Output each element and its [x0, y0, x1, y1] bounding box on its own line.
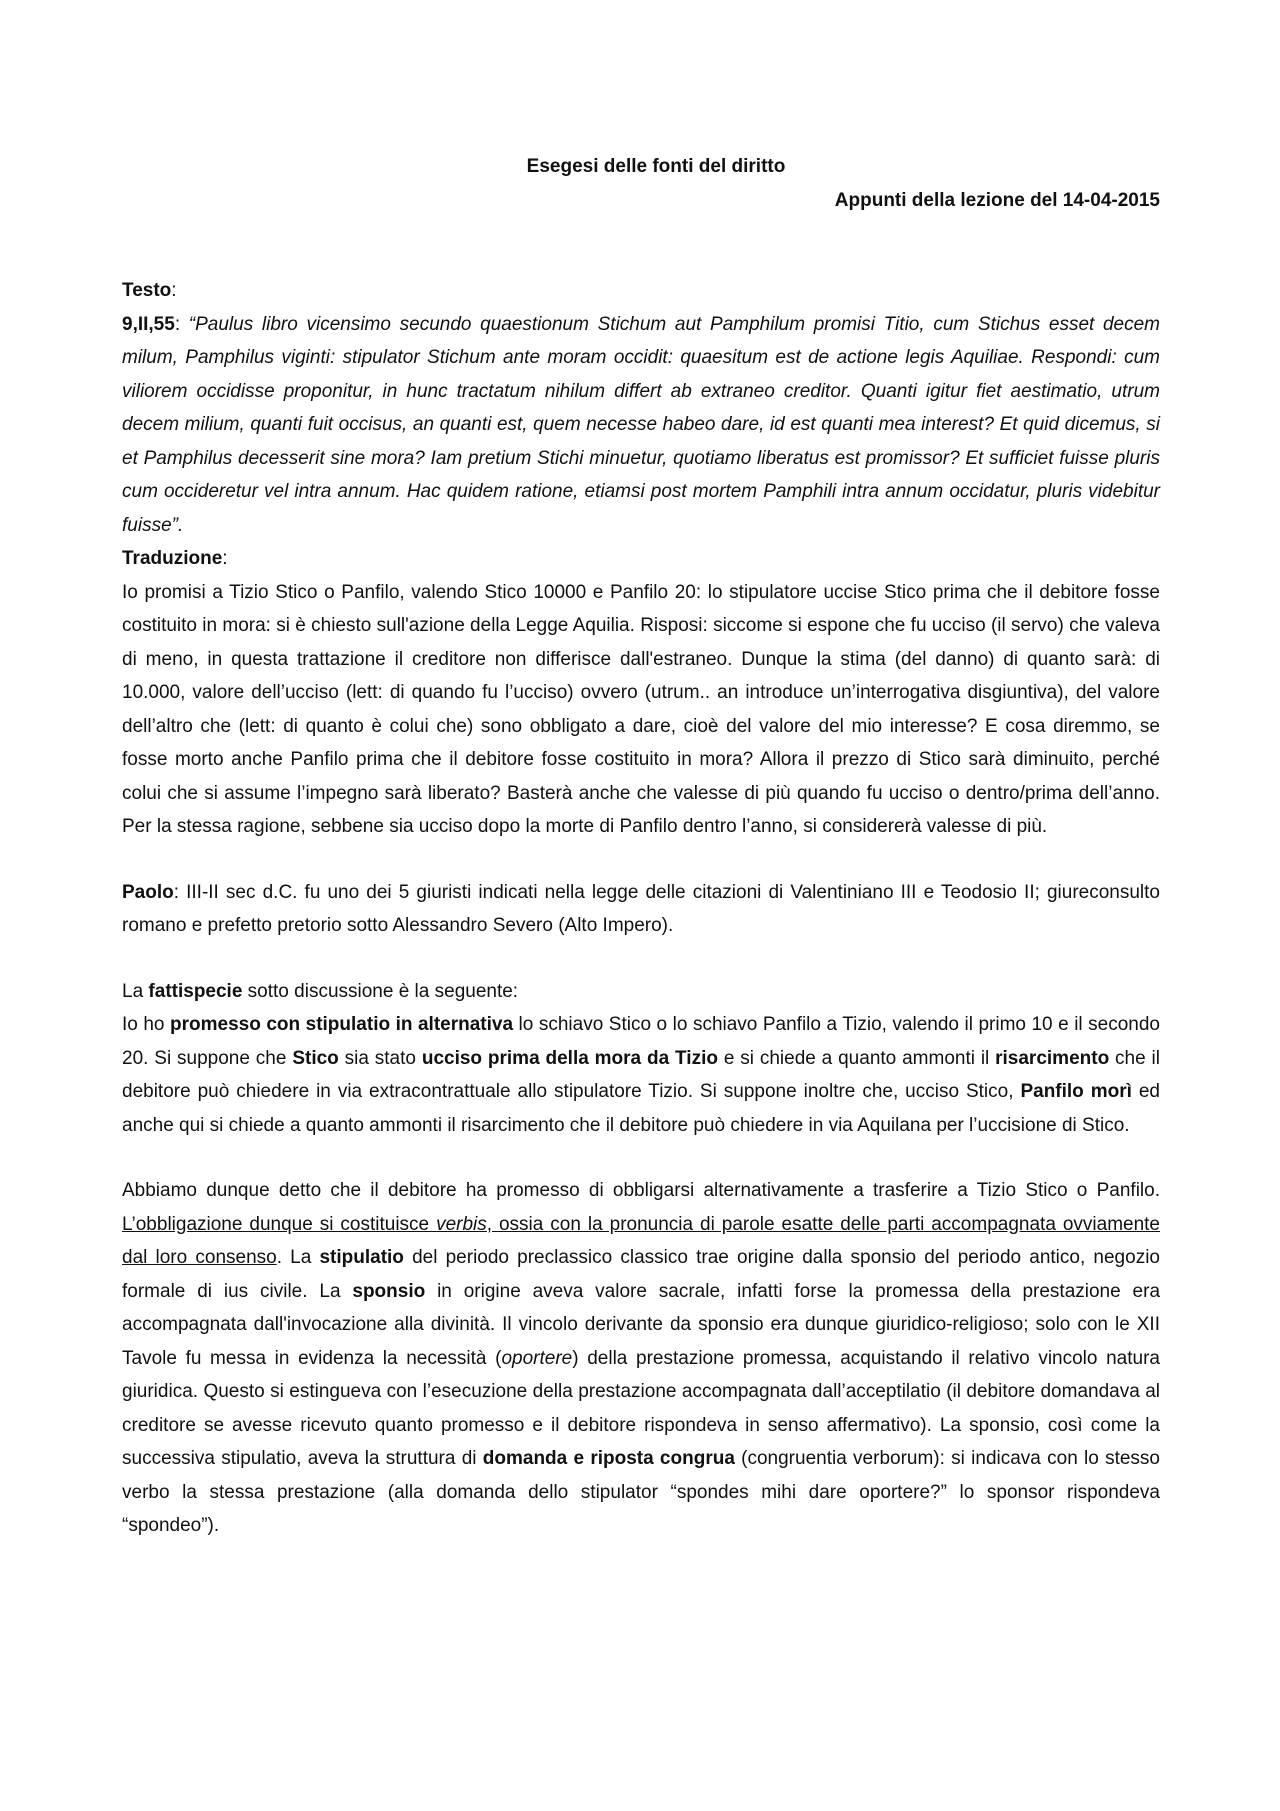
bold-run: ucciso prima della mora da Tizio	[421, 1047, 718, 1069]
bold-run: risarcimento	[995, 1047, 1110, 1069]
bold-run: promesso con stipulatio in alternativa	[170, 1014, 514, 1035]
text-run: . La	[276, 1247, 320, 1268]
testo-quote: 9,II,55: “Paulus libro vicensimo secundo quaestionum Stichum aut Pamphilum promisi Titio, cum Stichus esset decem milum, Pamphilus viginti: stipulator Stichum ante moram occidit: quaesitum est de actione legis Aquiliae. Respondi: cum viliorem occidisse proponitur, in hunc tractatum nihilum differt ab extraneo creditor. Quanti igitur fiet aestimatio, utrum decem milium, quanti fuit occisus, an quanti est, quem necesse habeo dare, id est quanti mea interest? Et quid dicemus, si et Pamphilus decesserit sine mora? Iam pretium Stichi minuetur, quotiamo liberatus est promissor? Et sufficiet fuisse pluris cum occideretur vel intra annum. Hac quidem ratione, etiamsi post mortem Pamphili intra annum occidatur, pluris videbitur fuisse”.	[122, 313, 1161, 536]
text-run: sotto discussione è la seguente:	[242, 980, 519, 1002]
text-run: L’obbligazione dunque si costituisce	[122, 1213, 437, 1235]
obbligazione-paragraph	[122, 1174, 1160, 1543]
text-run: La	[122, 980, 149, 1002]
fattispecie-paragraph	[122, 1008, 1160, 1142]
bold-run: sponsio	[352, 1280, 426, 1302]
text-run: che il debitore può chiedere in via extracontrattuale allo stipulatore Tizio. Si suppone inoltre che, ucciso Stico,	[122, 1047, 1160, 1102]
text-run: sia stato	[338, 1047, 422, 1069]
paolo-label: Paolo	[122, 881, 174, 903]
traduzione-heading: Traduzione:	[122, 548, 228, 569]
bold-run: Stico	[292, 1047, 339, 1069]
italic-run: verbis	[436, 1213, 487, 1235]
text-run: , ossia con la pronuncia di parole esatte delle parti accompagnata ovviamente dal loro consenso	[122, 1213, 1160, 1268]
text-run: in origine aveva valore sacrale, infatti forse la promessa della prestazione era accompagnata dall'invocazione alla divinità. Il vincolo derivante da sponsio era dunque giuridico-religioso; solo con le XII Tavole fu messa in evidenza la necessità (	[122, 1280, 1161, 1369]
text-run: ) della prestazione promessa, acquistando il relativo vincolo natura giuridica. Questo si estingueva con l’esecuzione della prestazione accompagnata dall’acceptilatio (il debitore domandava al creditore se avesse ricevuto quanto promesso e il debitore rispondeva in senso affermativo). La sponsio, così come la successiva stipulatio, aveva la struttura di	[122, 1347, 1160, 1469]
paolo-text: : III-II sec d.C. fu uno dei 5 giuristi indicati nella legge delle citazioni di Valentiniano III e Teodosio II; giureconsulto romano e prefetto pretorio sotto Alessandro Severo (Alto Impero).	[122, 881, 1160, 936]
text-run: Abbiamo dunque detto che il debitore ha promesso di obbligarsi alternativamente a trasferire a Tizio Stico o Panfilo.	[122, 1180, 1160, 1201]
paolo-paragraph	[122, 876, 1160, 943]
text-run: lo schiavo Stico o lo schiavo Panfilo a Tizio, valendo il primo 10 e il secondo 20. Si suppone che	[122, 1014, 1160, 1069]
traduzione-label: Traduzione	[122, 548, 223, 569]
italic-run: oportere	[501, 1347, 573, 1369]
document-subtitle: Appunti della lezione del 14-04-2015	[834, 190, 1160, 211]
traduzione-text: Io promisi a Tizio Stico o Panfilo, valendo Stico 10000 e Panfilo 20: lo stipulatore uccise Stico prima che il debitore fosse costituito in mora: si è chiesto sull'azione della Legge Aquilia. Risposi: siccome si espone che fu ucciso (il servo) che valeva di meno, in questa trattazione il creditore non differisce dall'estraneo. Dunque la stima (del danno) di quanto sarà: di 10.000, valore dell’ucciso (lett: di quando fu l’ucciso) ovvero (utrum.. an introduce un’interrogativa disgiuntiva), del valore dell’altro che (lett: di quanto è colui che) sono obbligato a dare, cioè del valore del mio interesse? E cosa diremmo, se fosse morto anche Panfilo prima che il debitore fosse costituito in mora? Allora il prezzo di Stico sarà diminuito, perché colui che si assume l’impegno sarà liberato? Basterà anche che valesse di più quando fu ucciso o dentro/prima dell’anno. Per la stessa ragione, sebbene sia ucciso dopo la morte di Panfilo dentro l’anno, si considererà valesse di più.	[122, 581, 1160, 837]
testo-heading: Testo:	[122, 280, 177, 301]
bold-run: domanda e riposta congrua	[482, 1448, 735, 1469]
testo-ref: 9,II,55	[122, 313, 175, 335]
bold-run: Panfilo morì	[1020, 1081, 1132, 1102]
fattispecie-term: fattispecie	[148, 980, 243, 1002]
document-title: Esegesi delle fonti del diritto	[526, 156, 786, 177]
text-run: del periodo preclassico classico trae origine dalla sponsio del periodo antico, negozio formale di ius civile. La	[122, 1247, 1160, 1302]
text-run: e si chiede a quanto ammonti il	[717, 1047, 996, 1069]
text-run: ed anche qui si chiede a quanto ammonti il risarcimento che il debitore può chiedere in via Aquilana per l’uccisione di Stico.	[122, 1081, 1161, 1136]
fattispecie-intro	[122, 975, 1160, 1009]
text-run: (congruentia verborum): si indicava con lo stesso verbo la stessa prestazione (alla domanda dello stipulator “spondes mihi dare oportere?” lo sponsor rispondeva “spondeo”).	[122, 1448, 1160, 1536]
testo-label: Testo	[122, 280, 172, 301]
text-run: Io ho	[122, 1014, 171, 1035]
bold-run: stipulatio	[319, 1247, 404, 1268]
latin-quote: “Paulus libro vicensimo secundo quaestionum Stichum aut Pamphilum promisi Titio, cum Stichus esset decem milum, Pamphilus viginti: stipulator Stichum ante moram occidit: quaesitum est de actione legis Aquiliae. Respondi: cum viliorem occidisse proponitur, in hunc tractatum nihilum differt ab extraneo creditor. Quanti igitur fiet aestimatio, utrum decem milium, quanti fuit occisus, an quanti est, quem necesse habeo dare, id est quanti mea interest? Et quid dicemus, si et Pamphilus decesserit sine mora? Iam pretium Stichi minuetur, quotiamo liberatus est promissor? Et sufficiet fuisse pluris cum occideretur vel intra annum. Hac quidem ratione, etiamsi post mortem Pamphili intra annum occidatur, pluris videbitur fuisse”.	[122, 313, 1161, 536]
